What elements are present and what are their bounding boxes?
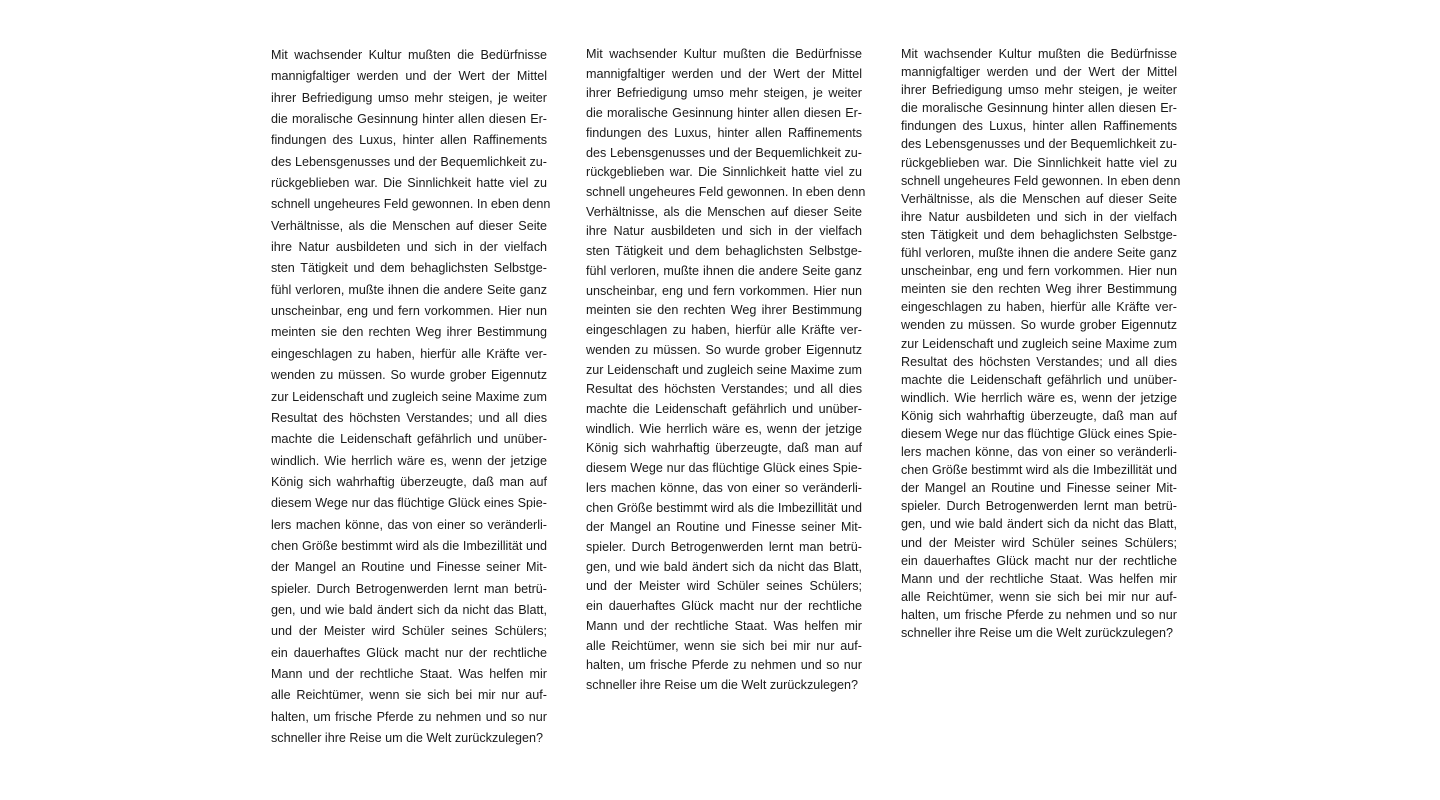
text-line: die moralische Gesinnung hinter allen diesen Er- (271, 112, 547, 127)
text-line: König sich wahrhaftig überzeugte, daß man auf (586, 441, 862, 456)
text-line: schnell ungeheures Feld gewonnen. In eben denn (271, 197, 551, 212)
text-line: des Lebensgenusses und der Bequemlichkeit zu- (586, 145, 862, 160)
text-column-1 (271, 45, 551, 749)
text-line: König sich wahrhaftig überzeugte, daß man auf (901, 408, 1177, 423)
text-line: lers machen könne, das von einer so veränderli- (586, 480, 862, 495)
text-line: eingeschlagen zu haben, hierfür alle Kräfte ver- (901, 300, 1177, 315)
text-line: ihre Natur ausbildeten und sich in der vielfach (271, 240, 547, 255)
text-line: ein dauerhaftes Glück macht nur der rechtliche (271, 645, 547, 660)
text-line: gen, und wie bald ändert sich da nicht das Blatt, (271, 602, 547, 617)
text-line: fühl verloren, mußte ihnen die andere Seite ganz (271, 282, 547, 297)
text-line: und der Meister wird Schüler seines Schülers; (901, 535, 1177, 550)
text-line: diesem Wege nur das flüchtige Glück eines Spie- (271, 496, 547, 511)
text-line: findungen des Luxus, hinter allen Raffinements (586, 125, 862, 140)
text-line: findungen des Luxus, hinter allen Raffinements (901, 119, 1177, 134)
text-line: rückgeblieben war. Die Sinnlichkeit hatte viel zu (271, 176, 547, 191)
text-line: machte die Leidenschaft gefährlich und unüber- (586, 401, 862, 416)
text-line: der Mangel an Routine und Finesse seiner Mit- (271, 560, 547, 575)
text-line: unscheinbar, eng und fern vorkommen. Hier nun (586, 283, 862, 298)
text-line: Mit wachsender Kultur mußten die Bedürfnisse (901, 47, 1177, 61)
text-line: diesem Wege nur das flüchtige Glück eines Spie- (901, 426, 1177, 441)
text-line: halten, um frische Pferde zu nehmen und so nur (586, 658, 862, 673)
text-line: halten, um frische Pferde zu nehmen und so nur (271, 709, 547, 724)
text-line: windlich. Wie herrlich wäre es, wenn der jetzige (586, 421, 862, 436)
text-line: unscheinbar, eng und fern vorkommen. Hier nun (901, 264, 1177, 279)
text-line: der Mangel an Routine und Finesse seiner Mit- (586, 520, 862, 535)
text-line: zur Leidenschaft und zugleich seine Maxime zum (586, 362, 862, 377)
text-line: schnell ungeheures Feld gewonnen. In eben denn (586, 185, 866, 200)
text-line: ihrer Befriedigung umso mehr steigen, je weiter (901, 83, 1177, 98)
text-line: alle Reichtümer, wenn sie sich bei mir nur auf- (271, 688, 547, 703)
text-line: Verhältnisse, als die Menschen auf dieser Seite (271, 218, 547, 233)
text-line: fühl verloren, mußte ihnen die andere Seite ganz (901, 246, 1177, 261)
text-line: windlich. Wie herrlich wäre es, wenn der jetzige (901, 390, 1177, 405)
text-line: Mann und der rechtliche Staat. Was helfen mir (271, 666, 547, 681)
text-line: lers machen könne, das von einer so veränderli- (271, 517, 547, 532)
text-line: windlich. Wie herrlich wäre es, wenn der jetzige (271, 453, 547, 468)
text-line: ein dauerhaftes Glück macht nur der rechtliche (901, 553, 1177, 568)
text-line: diesem Wege nur das flüchtige Glück eines Spie- (586, 461, 862, 476)
text-line: und der Meister wird Schüler seines Schülers; (586, 579, 862, 594)
text-line: meinten sie den rechten Weg ihrer Bestimmung (271, 325, 547, 340)
text-line: chen Größe bestimmt wird als die Imbezillität und (586, 500, 862, 515)
text-line: Resultat des höchsten Verstandes; und all dies (271, 410, 547, 425)
text-line: meinten sie den rechten Weg ihrer Bestimmung (901, 282, 1177, 297)
text-line: die moralische Gesinnung hinter allen diesen Er- (586, 106, 862, 121)
text-line: meinten sie den rechten Weg ihrer Bestimmung (586, 303, 862, 318)
text-line: Resultat des höchsten Verstandes; und all dies (586, 382, 862, 397)
text-line: gen, und wie bald ändert sich da nicht das Blatt, (901, 517, 1177, 532)
text-line: ihrer Befriedigung umso mehr steigen, je weiter (271, 90, 547, 105)
text-line: wenden zu müssen. So wurde grober Eigennutz (271, 368, 547, 383)
text-column-2 (586, 45, 866, 696)
text-line: wenden zu müssen. So wurde grober Eigennutz (586, 342, 862, 357)
text-line: Verhältnisse, als die Menschen auf dieser Seite (901, 191, 1177, 206)
text-line: sten Tätigkeit und dem behaglichsten Selbstge- (901, 227, 1177, 242)
text-line: schneller ihre Reise um die Welt zurückzulegen? (586, 678, 859, 692)
text-line: sten Tätigkeit und dem behaglichsten Selbstge- (586, 244, 862, 259)
text-line: spieler. Durch Betrogenwerden lernt man betrü- (271, 581, 547, 596)
text-line: ihre Natur ausbildeten und sich in der vielfach (901, 209, 1177, 224)
text-line: schneller ihre Reise um die Welt zurückzulegen? (271, 731, 544, 745)
text-line: alle Reichtümer, wenn sie sich bei mir nur auf- (586, 638, 862, 653)
text-line: zur Leidenschaft und zugleich seine Maxime zum (901, 336, 1177, 351)
text-line: Mit wachsender Kultur mußten die Bedürfnisse (271, 48, 547, 62)
text-line: chen Größe bestimmt wird als die Imbezillität und (271, 538, 547, 553)
text-line: schneller ihre Reise um die Welt zurückzulegen? (901, 626, 1174, 640)
text-line: gen, und wie bald ändert sich da nicht das Blatt, (586, 559, 862, 574)
text-line: ihrer Befriedigung umso mehr steigen, je weiter (586, 86, 862, 101)
text-line: sten Tätigkeit und dem behaglichsten Selbstge- (271, 261, 547, 276)
text-line: Mann und der rechtliche Staat. Was helfen mir (586, 618, 862, 633)
text-column-3 (901, 45, 1181, 642)
text-line: des Lebensgenusses und der Bequemlichkeit zu- (271, 154, 547, 169)
text-line: eingeschlagen zu haben, hierfür alle Kräfte ver- (271, 346, 547, 361)
text-line: mannigfaltiger werden und der Wert der Mittel (271, 69, 547, 84)
text-line: mannigfaltiger werden und der Wert der Mittel (901, 65, 1177, 80)
text-line: ihre Natur ausbildeten und sich in der vielfach (586, 224, 862, 239)
text-line: König sich wahrhaftig überzeugte, daß man auf (271, 474, 547, 489)
text-line: alle Reichtümer, wenn sie sich bei mir nur auf- (901, 589, 1177, 604)
text-line: spieler. Durch Betrogenwerden lernt man betrü- (586, 539, 862, 554)
text-line: wenden zu müssen. So wurde grober Eigennutz (901, 318, 1177, 333)
text-line: rückgeblieben war. Die Sinnlichkeit hatte viel zu (901, 155, 1177, 170)
text-line: der Mangel an Routine und Finesse seiner Mit- (901, 481, 1177, 496)
text-line: spieler. Durch Betrogenwerden lernt man betrü- (901, 499, 1177, 514)
text-line: chen Größe bestimmt wird als die Imbezillität und (901, 463, 1177, 478)
text-line: machte die Leidenschaft gefährlich und unüber- (271, 432, 547, 447)
text-line: zur Leidenschaft und zugleich seine Maxime zum (271, 389, 547, 404)
text-line: lers machen könne, das von einer so veränderli- (901, 445, 1177, 460)
text-line: Resultat des höchsten Verstandes; und all dies (901, 354, 1177, 369)
text-line: findungen des Luxus, hinter allen Raffinements (271, 133, 547, 148)
text-line: Verhältnisse, als die Menschen auf dieser Seite (586, 204, 862, 219)
text-line: Mit wachsender Kultur mußten die Bedürfnisse (586, 47, 862, 61)
text-line: die moralische Gesinnung hinter allen diesen Er- (901, 101, 1177, 116)
text-line: Mann und der rechtliche Staat. Was helfen mir (901, 571, 1177, 586)
text-line: halten, um frische Pferde zu nehmen und so nur (901, 607, 1177, 622)
text-line: mannigfaltiger werden und der Wert der Mittel (586, 66, 862, 81)
text-line: fühl verloren, mußte ihnen die andere Seite ganz (586, 263, 862, 278)
text-line: machte die Leidenschaft gefährlich und unüber- (901, 372, 1177, 387)
text-line: schnell ungeheures Feld gewonnen. In eben denn (901, 173, 1181, 188)
text-line: eingeschlagen zu haben, hierfür alle Kräfte ver- (586, 323, 862, 338)
text-line: ein dauerhaftes Glück macht nur der rechtliche (586, 599, 862, 614)
text-line: und der Meister wird Schüler seines Schülers; (271, 624, 547, 639)
text-line: unscheinbar, eng und fern vorkommen. Hier nun (271, 304, 547, 319)
text-line: rückgeblieben war. Die Sinnlichkeit hatte viel zu (586, 165, 862, 180)
text-line: des Lebensgenusses und der Bequemlichkeit zu- (901, 137, 1177, 152)
